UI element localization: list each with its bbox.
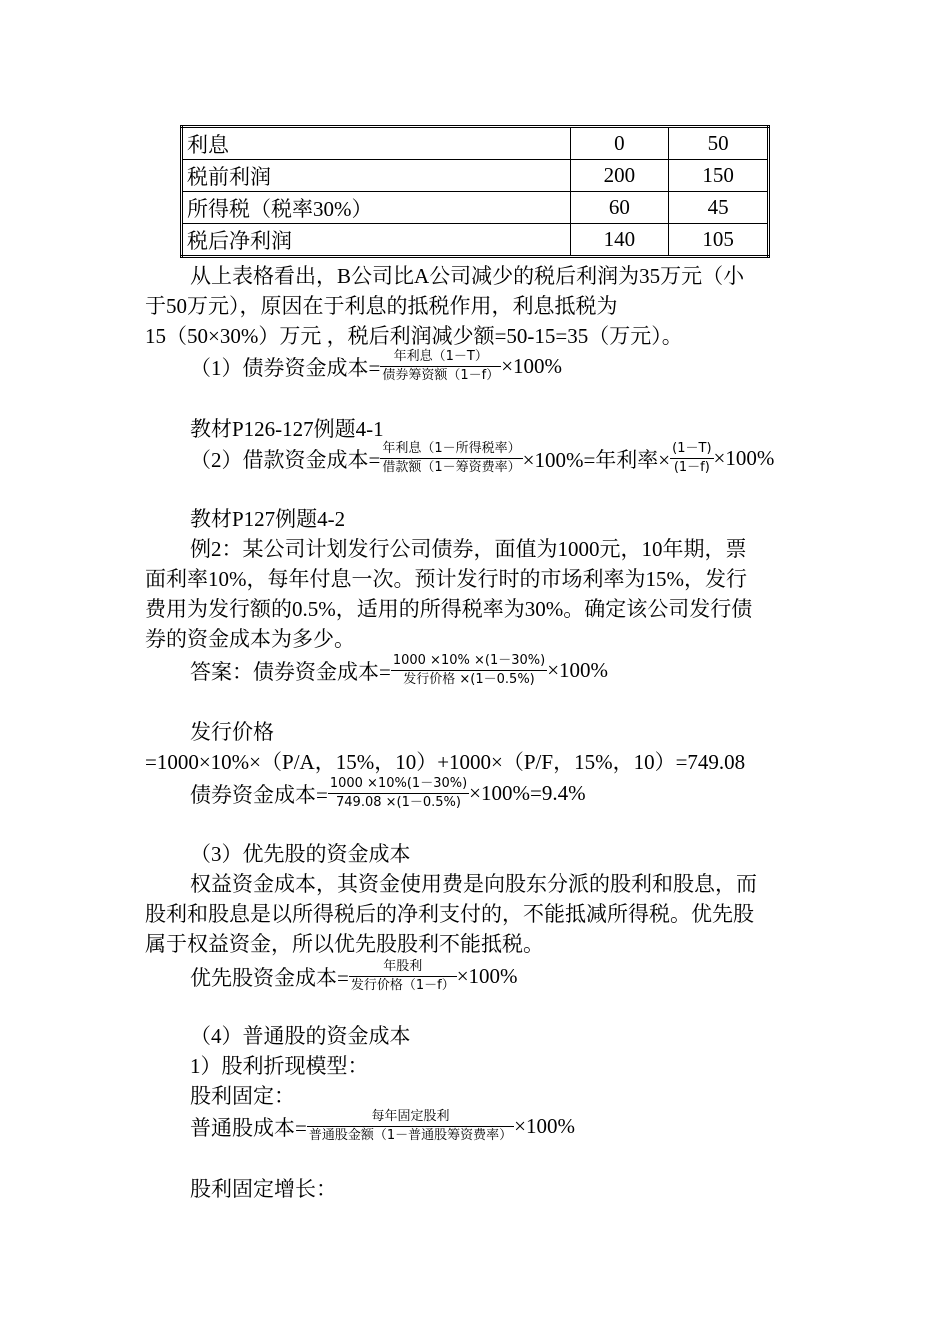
paragraph-line: 15（50×30%）万元 ，税后利润减少额=50-15=35（万元）。 (145, 324, 683, 348)
textbook-reference: 教材P127例题4-2 (190, 507, 346, 531)
table-row: 税后净利润 140 105 (182, 224, 769, 257)
loan-cost-formula: （2）借款资金成本= $\frac{\text{年利息（1－所得税率）}}{\text{借款额（1－筹资费率）}}$ ×100%=年利率× $\frac{(1-T)}{(1-f)}$ ×100% (190, 441, 775, 475)
fraction: $\frac{\text{年股利}}{\text{发行价格（1－f）}}$ (350, 959, 455, 993)
fraction: $\frac{\text{每年固定股利}}{\text{普通股金额（1－普通股筹资费率）}}$ (308, 1109, 513, 1143)
section-heading: （4）普通股的资金成本 (190, 1024, 411, 1048)
answer-formula: 答案：债券资金成本= $\frac{1000 \times 10\% \times(1-30\%)}{\text{发行价格 ×(1－0.5\%)}}$ ×100% (190, 653, 609, 687)
issue-price-label: 发行价格 (190, 720, 274, 744)
bond-cost-result-formula: 债券资金成本= $\frac{1000 \times 10\%(1-30\%)}{749.08 \times(1-0.5\%)}$ ×100%=9.4% (190, 776, 586, 810)
fraction: $\frac{\text{年利息（1－所得税率）}}{\text{借款额（1－筹资费率）}}$ (382, 441, 521, 475)
paragraph-line: 例2：某公司计划发行公司债券，面值为1000元，10年期，票 (190, 537, 747, 561)
paragraph-line: 于50万元），原因在于利息的抵税作用，利息抵税为 (145, 294, 618, 318)
fraction: $\frac{(1-T)}{(1-f)}$ (672, 441, 712, 475)
textbook-reference: 教材P126-127例题4-1 (190, 417, 384, 441)
fraction: $\frac{1000 \times 10\%(1-30\%)}{749.08 \times(1-0.5\%)}$ (329, 776, 468, 810)
paragraph-line: 权益资金成本，其资金使用费是向股东分派的股利和股息，而 (190, 872, 757, 896)
paragraph-line: 股利和股息是以所得税后的净利支付的，不能抵减所得税。优先股 (145, 902, 754, 926)
issue-price-calc: =1000×10%×（P/A，15%，10）+1000×（P/F，15%，10）=749.08 (145, 750, 746, 774)
paragraph-line: 从上表格看出，B公司比A公司减少的税后利润为35万元（小 (190, 264, 745, 288)
table-row: 所得税（税率30%） 60 45 (182, 192, 769, 224)
fraction: $\frac{\text{年利息（1－T）}}{\text{债券筹资额（1－f）}}$ (382, 349, 500, 383)
paragraph-line: 股利固定： (190, 1084, 295, 1108)
fraction: $\frac{1000 \times 10\% \times(1-30\%)}{\text{发行价格 ×(1－0.5\%)}}$ (392, 653, 546, 687)
table-row: 利息 0 50 (182, 127, 769, 160)
preferred-stock-formula: 优先股资金成本= $\frac{\text{年股利}}{\text{发行价格（1－f）}}$ ×100% (190, 959, 518, 993)
common-stock-formula: 普通股成本= $\frac{\text{每年固定股利}}{\text{普通股金额（1－普通股筹资费率）}}$ ×100% (190, 1109, 575, 1143)
paragraph-line: 券的资金成本为多少。 (145, 627, 355, 651)
paragraph-line: 属于权益资金，所以优先股股利不能抵税。 (145, 932, 544, 956)
paragraph-line: 费用为发行额的0.5%，适用的所得税率为30%。确定该公司发行债 (145, 597, 753, 621)
paragraph-line: 面利率10%，每年付息一次。预计发行时的市场利率为15%，发行 (145, 567, 747, 591)
profit-table (180, 125, 770, 258)
paragraph-line: 股利固定增长： (190, 1177, 337, 1201)
paragraph-line: 1）股利折现模型： (190, 1054, 369, 1078)
bond-cost-formula: （1）债券资金成本= $\frac{\text{年利息（1－T）}}{\text{债券筹资额（1－f）}}$ ×100% (190, 349, 563, 383)
section-heading: （3）优先股的资金成本 (190, 842, 411, 866)
table-row: 税前利润 200 150 (182, 160, 769, 192)
